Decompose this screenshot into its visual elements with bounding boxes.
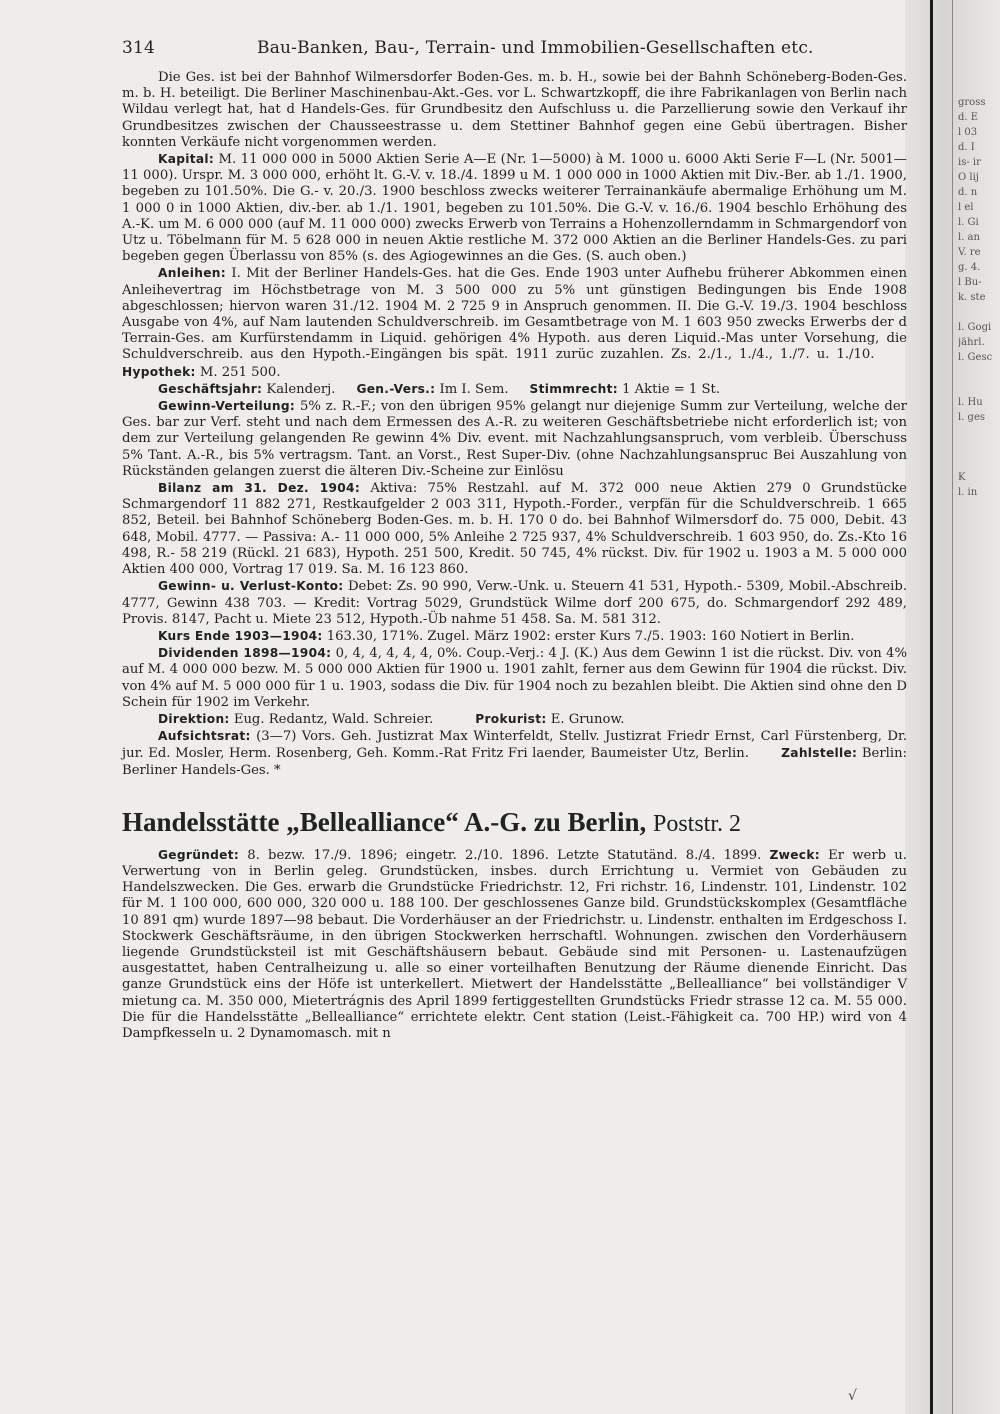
gj-text: Kalenderj. [266,381,336,397]
prokurist-label: Prokurist: [475,711,547,726]
running-title: Bau-Banken, Bau-, Terrain- und Immobilien-Gesellschaften etc. [257,38,814,58]
kapital-paragraph [122,151,907,265]
aufsichtsrat-paragraph [122,728,907,779]
gewinn-verteilung-text: 5% z. R.-F.; von den übrigen 95% gelangt nur diejenige Summ zur Verteilung, welche der Ges. bar zur Verf. steht und nach dem Ermessen des A.-R. zu weiteren Geschäftsbetriebe nicht erforderlich ist; von dem zur Verteilung gelangenden Re gewinn 4% Div. event. mit Nachzahlungsanspruch, vom verbleib. Überschuss 5% Tant. A.-R., bis 5% vertragsm. Tant. an Vorst., Rest Super-Div. (ohne Nachzahlungsanspruc Bei Auszahlung von Rückständen gelangen zuerst die älteren Div.-Scheine zur Einlösu [122,399,907,479]
margin-fragment: l Bu- [958,277,982,288]
bilanz-label: Bilanz am 31. Dez. 1904: [158,481,360,496]
zahlstelle-text: Berlin: Berliner Handels-Ges. * [122,746,907,778]
gegruendet-label: Gegründet: [158,847,240,862]
margin-fragment: l 03 [958,127,978,138]
margin-fragment [958,305,998,320]
margin-fragment: g. 4. [958,262,981,273]
margin-fragment: l. ges [958,412,986,423]
margin-fragment: l el [958,202,974,213]
gutter-shadow-line [930,0,933,1414]
adjacent-page-fragments [958,95,998,500]
margin-fragment [958,380,998,395]
gutter-edge-line [952,0,953,1414]
gegruendet-text: 8. bezw. 17./9. 1896; eingetr. 2./10. 1896. Letzte Statutänd. 8./4. 1899. [247,847,762,863]
kurs-paragraph [122,628,907,645]
margin-fragment [958,440,998,455]
zweck-text: Er werb u. Verwertung von in Berlin geleg. Grundstücken, insbes. durch Errichtung u. Vermiet von Gebäuden zu Handelszwecken. Die Ges. erwarb die Grundstücke Friedrichstr. 12, Fri richstr. 16, Lindenstr. 101, Lindenstr. 102 für M. 1 100 000, 600 000, 320 000 u. 188 100. Der geschlossenes Ganze bild. Grundstückskomplex (Gesamtfläche 10 891 qm) wurde 1897—98 bebaut. Die Vorderhäuser an der Friedrichstr. u. Lindenstr. enthalten im Erdgeschoss I. Stockwerk Geschäftsräume, in den übrigen Stockwerken herrschaftl. Wohnungen. zwischen den Vorderhäusern liegende Grundstücksteil ist mit Geschäftshäusern bebaut. Gebäude sind mit Personen- u. Lastenaufzügen ausgestattet, haben Centralheizung u. alle so einer vorteilhaften Benutzung der Räume dienende Einricht. Das ganze Grundstück eins der Höfe ist unterkellert. Mietwert der Handelsstätte „Bellealliance“ bei vollständiger V mietung ca. M. 350 000, Mietertrágnis des April 1899 fertiggestellten Grundstücks Friedr strasse 12 ca. M. 55 000. Die für die Handelsstätte „Bellealliance“ errichtete elektr. Cent station (Leist.-Fähigkeit ca. 700 HP.) wird von 4 Dampfkesseln u. 2 Dynamomasch. mit n [122,847,907,1041]
margin-fragment: d. E [958,112,979,123]
gewinn-verteilung-paragraph [122,398,907,480]
stimmrecht-label: Stimmrecht: [529,381,618,396]
margin-fragment: V. re [958,247,981,258]
margin-fragment: l. Gogi [958,322,992,333]
guv-label: Gewinn- u. Verlust-Konto: [158,579,344,594]
margin-fragment: jährl. [958,337,985,348]
gewinn-verteilung-label: Gewinn-Verteilung: [158,399,296,414]
direktion-label: Direktion: [158,711,230,726]
hypothek-text: M. 251 500. [199,364,281,380]
margin-fragment: O lij [958,172,979,183]
dividenden-paragraph [122,645,907,711]
page-number: 314 [122,38,156,58]
company-title: Handelsstätte „Bellealliance“ A.-G. zu Berlin, [122,806,647,837]
anleihen-paragraph [122,265,907,380]
dividenden-label: Dividenden 1898—1904: [158,646,332,661]
genvers-text: Im I. Sem. [439,381,509,397]
prokurist-text: E. Grunow. [550,711,625,727]
intro-paragraph: Die Ges. ist bei der Bahnhof Wilmersdorfer Boden-Ges. m. b. H., sowie bei der Bahnh Schöneberg-Boden-Ges. m. b. H. beteiligt. Die Berliner Maschinenbau-Akt.-Ges. vor L. Schwartzkopff, die ihre Fabrikanlagen von Berlin nach Wildau verlegt hat, hat d Handels-Ges. für Grundbesitz den Aufschluss u. die Parzellierung sowie den Verkauf ihr Grundbesitzes zwischen der Chausseestrasse u. dem Stettiner Bahnhof gegen eine Gebü übertragen. Bisher konnten Verkäufe nicht vorgenommen werden. [122,70,907,150]
margin-fragment: l. Hu [958,397,983,408]
hypothek-label: Hypothek: [122,364,196,379]
margin-fragment: k. ste [958,292,986,303]
bilanz-paragraph [122,480,907,578]
stimmrecht-text: 1 Aktie = 1 St. [622,381,721,397]
margin-fragment: gross [958,97,986,108]
zahlstelle-label: Zahlstelle: [781,746,858,761]
company-address: Poststr. 2 [652,810,741,837]
pencil-check-mark: √ [848,1388,857,1404]
margin-fragment: d. I [958,142,975,153]
page-body [122,70,907,1042]
kapital-label: Kapital: [158,152,215,167]
anleihen-label: Anleihen: [158,266,226,281]
direktion-text: Eug. Redantz, Wald. Schreier. [233,711,434,727]
margin-fragment: is- ir [958,157,981,168]
bilanz-text: Aktiva: 75% Restzahl. auf M. 372 000 neue Aktien 279 0 Grundstücke Schmargendorf 11 882 271, Restkaufgelder 2 003 311, Hypoth.-Forder., verpfän für die Schuldverschreib. 1 665 852, Beteil. bei Bahnhof Schöneberg Boden-Ges. m. b. H. 170 0 do. bei Bahnhof Wilmersdorf do. 75 000, Debit. 43 648, Mobil. 4777. — Passiva: A.- 11 000 000, 5% Anleihe 2 725 937, 4% Schuldverschreib. 1 603 950, do. Zs.-Kto 16 498, R.- 58 219 (Rückl. 21 683), Hypoth. 251 500, Kredit. 50 745, 4% rückst. Div. für 1902 u. 1903 a M. 5 000 000 Aktien 400 000, Vortrag 17 019. Sa. M. 16 123 860. [122,481,907,578]
aufsichtsrat-text: (3—7) Vors. Geh. Justizrat Max Winterfeldt, Stellv. Justizrat Friedr Ernst, Carl Fürstenberg, Dr. jur. Ed. Mosler, Herm. Rosenberg, Geh. Komm.-Rat Fritz Fri laender, Baumeister Utz, Berlin. [122,729,907,762]
direktion-paragraph [122,711,907,728]
margin-fragment: l. in [958,487,978,498]
guv-paragraph [122,578,907,628]
margin-fragment: l. Gesc [958,352,993,363]
gegruendet-paragraph [122,847,907,1042]
aufsichtsrat-label: Aufsichtsrat: [158,729,251,744]
geschaeftsjahr-paragraph [122,381,907,398]
anleihen-text: I. Mit der Berliner Handels-Ges. hat die Ges. Ende 1903 unter Aufhebu früherer Abkommen einen Anleihevertrag im Höchstbetrage von M. 3 500 000 zu 5% unt günstigen Bedingungen bis Ende 1908 abgeschlossen; hiervon waren 31./12. 1904 M. 2 725 9 in Anspruch genommen. II. Die G.-V. 19./3. 1904 beschloss Ausgabe von 4%, auf Nam lautenden Schuldverschreib. im Gesamtbetrage von M. 1 603 950 zwecks Erwerbs der d Terrain-Ges. am Kurfürstendamm in Liquid. gehörigen 4% Hypoth. aus deren Liquid.-Mas unter Vorsehung, die Schuldverschreib. aus den Hypoth.-Eingängen bis spät. 1911 zurüc zuzahlen. Zs. 2./1., 1./4., 1./7. u. 1./10. [122,266,907,363]
margin-fragment [958,425,998,440]
dividenden-text: 0, 4, 4, 4, 4, 4, 0%. Coup.-Verj.: 4 J. (K.) Aus dem Gewinn 1 ist die rückst. Div. von 4% auf M. 4 000 000 bezw. M. 5 000 000 Aktien für 1900 u. 1901 zahlt, ferner aus dem Gewinn für 1904 die rückst. Div. von 4% auf M. 5 000 000 für 1 u. 1903, sodass die Div. für 1904 noch zu bezahlen bleibt. Die Aktien sind ohne den D Schein für 1902 im Verkehr. [122,646,907,710]
margin-fragment: d. n [958,187,978,198]
margin-fragment: K [958,472,966,483]
margin-fragment [958,365,998,380]
kapital-text: M. 11 000 000 in 5000 Aktien Serie A—E (Nr. 1—5000) à M. 1000 u. 6000 Akti Serie F—L (Nr. 5001—11 000). Urspr. M. 3 000 000, erhöht lt. G.-V. v. 18./4. 1899 u M. 1 000 000 in 1000 Aktien mit Div.-Ber. ab 1./1. 1900, begeben zu 101.50%. Die G.- v. 20./3. 1900 beschloss zwecks weiterer Terrainankäufe abermalige Erhöhung um M. 1 000 0 in 1000 Aktien, div.-ber. ab 1./1. 1901, begeben zu 101.50%. Die G.-V. v. 16./6. 1904 beschlo Erhöhung des A.-K. um M. 6 000 000 (auf M. 11 000 000) zwecks Erwerb von Terrains a Hohenzollerndamm in Schmargendorf von Utz u. Töbelmann für M. 5 628 000 in neuen Aktie restliche M. 372 000 Aktien an die Berliner Handels-Ges. zu pari begeben gegen Überlassu von 85% (s. des Agiogewinnes an die Ges. (S. auch oben.) [122,152,907,265]
margin-fragment [958,455,998,470]
company-heading [122,807,907,839]
kurs-text: 163.30, 171%. Zugel. März 1902: erster Kurs 7./5. 1903: 160 Notiert in Berlin. [326,628,855,644]
margin-fragment: l. Gi [958,217,979,228]
margin-fragment: l. an [958,232,980,243]
genvers-label: Gen.-Vers.: [356,381,436,396]
guv-text: Debet: Zs. 90 990, Verw.-Unk. u. Steuern 41 531, Hypoth.- 5309, Mobil.-Abschreib. 4777, Gewinn 438 703. — Kredit: Vortrag 5029, Grundstück Wilme dorf 200 675, do. Schmargendorf 292 489, Provis. 8147, Pacht u. Miete 23 512, Hypoth.-Üb nahme 51 458. Sa. M. 581 312. [122,579,908,627]
gj-label: Geschäftsjahr: [158,381,263,396]
zweck-label: Zweck: [769,847,820,862]
kurs-label: Kurs Ende 1903—1904: [158,628,323,643]
